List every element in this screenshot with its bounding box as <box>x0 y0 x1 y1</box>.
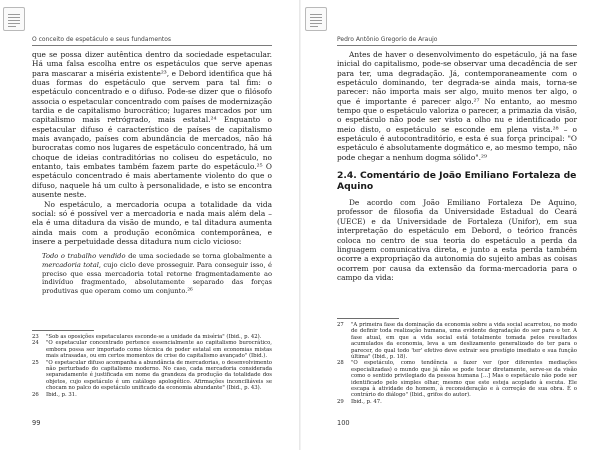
quote-text: de uma sociedade se torna globalmente a <box>125 252 272 261</box>
footnotes <box>337 318 577 405</box>
block-quote <box>42 252 272 296</box>
footnote-text: "Sob as oposições espetaculares esconde-se a unidade da miséria" (Ibid., p. 42). <box>46 334 262 340</box>
quote-rest: , cujo ciclo deve prosseguir. Para conseguir isso, é preciso que essa mercadoria total retorne fragmentadamente ao indivíduo fragmentado, absolutamente separado das forças produtivas que operam como um conjunto.²⁶ <box>42 260 272 296</box>
body-paragraph: Antes de haver o desenvolvimento do espetáculo, já na fase inicial do capitalismo, pode-se observar uma decadência de ser para ter, uma degradação. Já, contemporaneamente com o espetáculo dominando, ter degrada-se ainda mais, torna-se parecer: não importa mais ser algo, muito menos ter algo, o que é importante é parecer algo.²⁷ No entanto, ao mesmo tempo que o espetáculo valoriza o parecer, a primazia da visão, o espetáculo não pode ser visto a olho nu e identificado por meio disto, o espetáculo se esconde em plena vista.²⁸ – o espetáculo é autocontraditório, e esta é sua força principal: "O espetáculo é absolutamente dogmático e, ao mesmo tempo, não pode chegar a nenhum dogma sólido".²⁹ <box>337 50 577 162</box>
running-header: Pedro Antônio Gregorio de Araujo <box>337 36 438 43</box>
document-page-icon <box>3 7 25 31</box>
body-paragraph: No espetáculo, a mercadoria ocupa a totalidade da vida social: só é possível ver a mercadoria e nada mais além dela – ela é uma ditadura da visão de mundo, e tal ditadura aumenta ainda mais com a produção econômica contemporânea, e insere a perpetuidade dessa ditadura num ciclo vicioso: <box>32 199 272 246</box>
running-header: O conceito de espetáculo e seus fundamentos <box>32 36 172 43</box>
footnote-text: "O espetáculo, como tendência a fazer ver (por diferentes mediações especializadas) o mundo que já não se pode tocar diretamente, serve-se da visão como o sentido privilegiado da pessoa humana [...] Mas o espetáculo não pode ser identificado pelo simples olhar, mesmo que este esteja acoplado à escuta. Ele escapa à atividade do homem, à reconsideração e à correção de sua obra. É o contrário do diálogo" (Ibid., grifos do autor). <box>351 360 577 399</box>
footnote-number: 29 <box>337 398 344 405</box>
quote-emphasis: mercadoria total <box>42 260 99 269</box>
body-paragraph: que se possa dizer autêntica dentro da sociedade espetacular. Há uma falsa escolha entre os espetáculos que serve apenas para mascarar a miséria existente²³, e Debord identifica que há duas formas do espetáculo que servem para tal fim: o espetáculo concentrado e o difuso. Pode-se dizer que o filósofo associa o espetacular concentrado com países de modernização tardia e de capitalismo burocrático; lugares marcados por um capitalismo mais retrógrado, mais estatal.²⁴ Enquanto o espetacular difuso é característico de países de capitalismo mais avançado, países com abundância de mercados, não há burocratas como nos lugares de espetáculo concentrado, há um choque de ideias contraditórias no coliseu do espetáculo, no entanto, tais embates também fazem parte do espetáculo.²⁵ O espetáculo concentrado é mais abertamente violento do que o difuso, naquele há um culto à personalidade, e isto se encontra ausente neste. <box>32 50 272 200</box>
footnote <box>337 360 577 398</box>
footnote-number: 28 <box>337 360 344 367</box>
right-page <box>301 0 600 450</box>
footnote-number: 24 <box>32 340 39 347</box>
footnote-text: "A primeira fase da dominação da economia sobre a vida social acarretou, no modo de definir toda realização humana, uma evidente degradação do ser para o ter. A fase atual, em que a vida social está totalmente tomada pelos resultados acumulados da economia, leva a um deslizamento generalizado do ter para o parecer, do qual todo 'ter' efetivo deve extrair seu prestígio imediato e sua função última" (Ibid., p. 18). <box>351 322 577 361</box>
body-paragraph: De acordo com João Emiliano Fortaleza De Aquino, professor de filosofia da Universidade Estadual do Ceará (UECE) e da Universidade de Fortaleza (Unifor), em sua interpretação do espetáculo em Debord, o teórico francês coloca no centro de sua teoria do espetáculo a perda da linguagem comunicativa direta, e junto a esta perda também ocorre a expropriação da autonomia do sujeito ambas as coisas ocorrem por causa da extensão da forma-mercadoria para o campo da vida: <box>337 198 577 282</box>
footnote-text: Ibid., p. 31. <box>46 391 77 398</box>
footnote-text: Ibid., p. 47. <box>351 398 382 405</box>
section-title: 2.4. Comentário de João Emiliano Fortaleza de Aquino <box>337 170 577 193</box>
footnote <box>32 360 272 392</box>
page-body <box>337 50 577 282</box>
header-rule <box>337 45 577 46</box>
footnote-rule <box>337 318 399 319</box>
footnote <box>337 399 577 405</box>
header-rule <box>32 45 272 46</box>
footnote-rule <box>32 330 94 331</box>
footnote <box>32 392 272 398</box>
page-number: 100 <box>337 419 350 427</box>
footnote-number: 27 <box>337 322 344 328</box>
footnote <box>32 340 272 359</box>
page-number: 99 <box>32 419 41 427</box>
footnote-text: "O espetacular concentrado pertence essencialmente ao capitalismo burocrático, embora possa ser importado como técnica de poder estatal em economias mistas mais atrasadas, ou em certos momentos de crise do capitalismo avançado" (Ibid.). <box>46 340 272 360</box>
footnote-number: 23 <box>32 334 39 340</box>
document-page-icon <box>305 7 327 31</box>
footnote-text: "O espetacular difuso acompanha a abundância de mercadorias, o desenvolvimento não perturbado do capitalismo moderno. No caso, cada mercadoria considerada separadamente é justificada em nome da grandeza da produção da totalidade dos objetos, cujo espetáculo é um catálogo apologético. Afirmações inconciliáveis se chocam no palco do espetáculo unificado da economia abundante" (Ibid., p. 43). <box>46 359 272 392</box>
quote-lead: Todo o trabalho vendido <box>42 252 126 261</box>
left-page <box>0 0 299 450</box>
footnote-number: 25 <box>32 359 39 366</box>
footnote-number: 26 <box>32 391 39 398</box>
page-body <box>32 50 272 296</box>
footnotes <box>32 330 272 398</box>
footnote <box>337 322 577 360</box>
